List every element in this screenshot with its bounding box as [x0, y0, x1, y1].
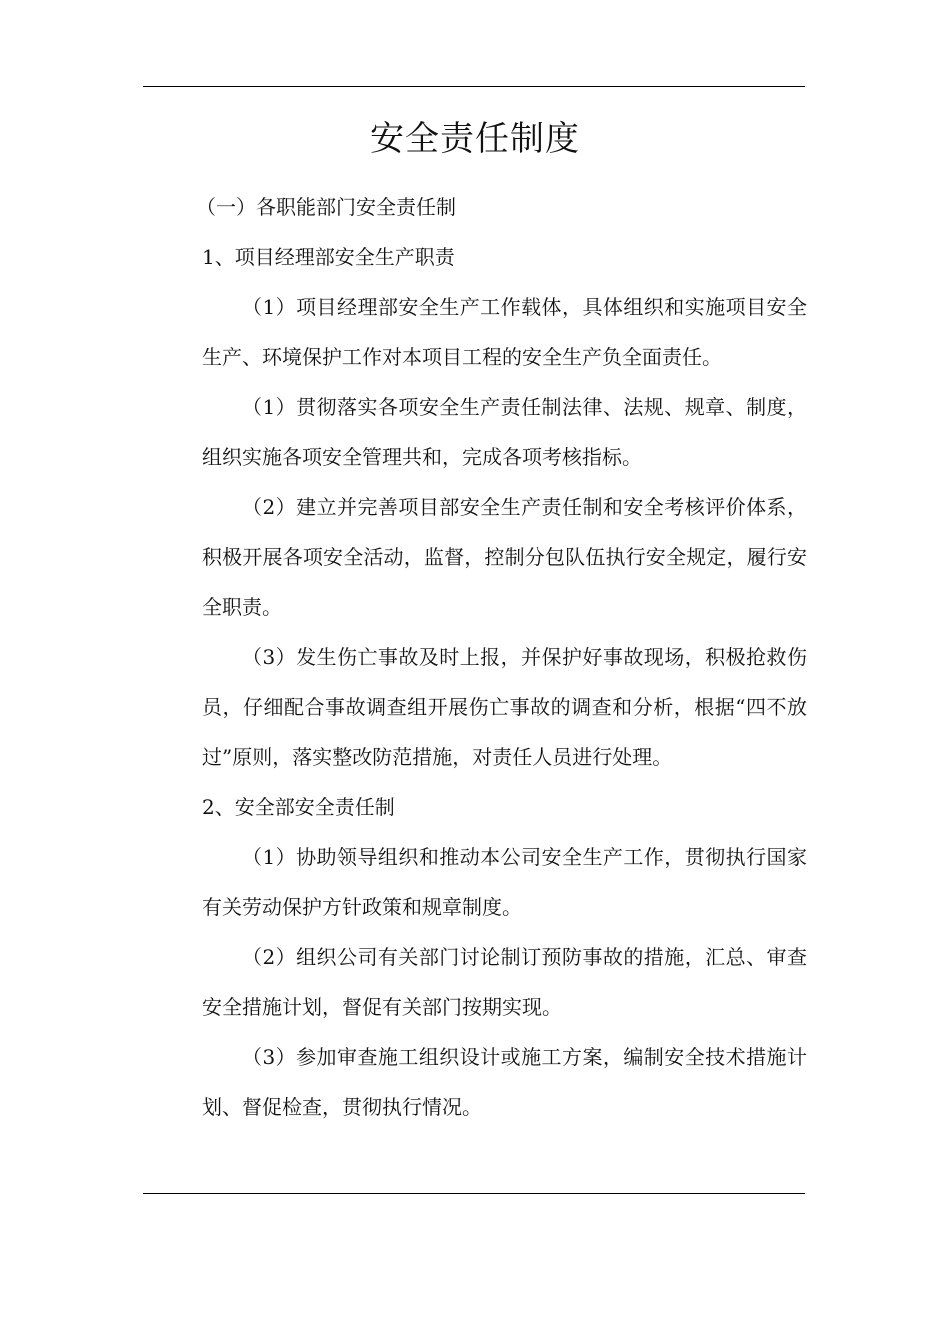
document-title: 安全责任制度 [370, 119, 580, 159]
document-body [196, 182, 807, 1132]
paragraph: （1）项目经理部安全生产工作载体，具体组织和实施项目安全生产、环境保护工作对本项目工程的安全生产负全面责任。 [202, 295, 807, 369]
subsection-1-heading: 1、项目经理部安全生产职责 [202, 245, 455, 269]
paragraph: （1）协助领导组织和推动本公司安全生产工作，贯彻执行国家有关劳动保护方针政策和规章制度。 [202, 845, 807, 919]
paragraph: （2）组织公司有关部门讨论制订预防事故的措施，汇总、审查安全措施计划，督促有关部门按期实现。 [202, 945, 807, 1019]
paragraph: （3）发生伤亡事故及时上报，并保护好事故现场，积极抢救伤员，仔细配合事故调查组开展伤亡事故的调查和分析，根据“四不放过”原则，落实整改防范措施，对责任人员进行处理。 [202, 645, 807, 769]
paragraph: （1）贯彻落实各项安全生产责任制法律、法规、规章、制度，组织实施各项安全管理共和，完成各项考核指标。 [202, 395, 807, 469]
section-heading: （一）各职能部门安全责任制 [196, 195, 456, 219]
header-rule [143, 86, 805, 87]
subsection-2-heading: 2、安全部安全责任制 [202, 795, 395, 819]
footer-rule [143, 1193, 805, 1194]
paragraph: （3）参加审查施工组织设计或施工方案，编制安全技术措施计划、督促检查，贯彻执行情况。 [202, 1045, 807, 1119]
paragraph: （2）建立并完善项目部安全生产责任制和安全考核评价体系，积极开展各项安全活动，监督，控制分包队伍执行安全规定，履行安全职责。 [202, 495, 807, 619]
